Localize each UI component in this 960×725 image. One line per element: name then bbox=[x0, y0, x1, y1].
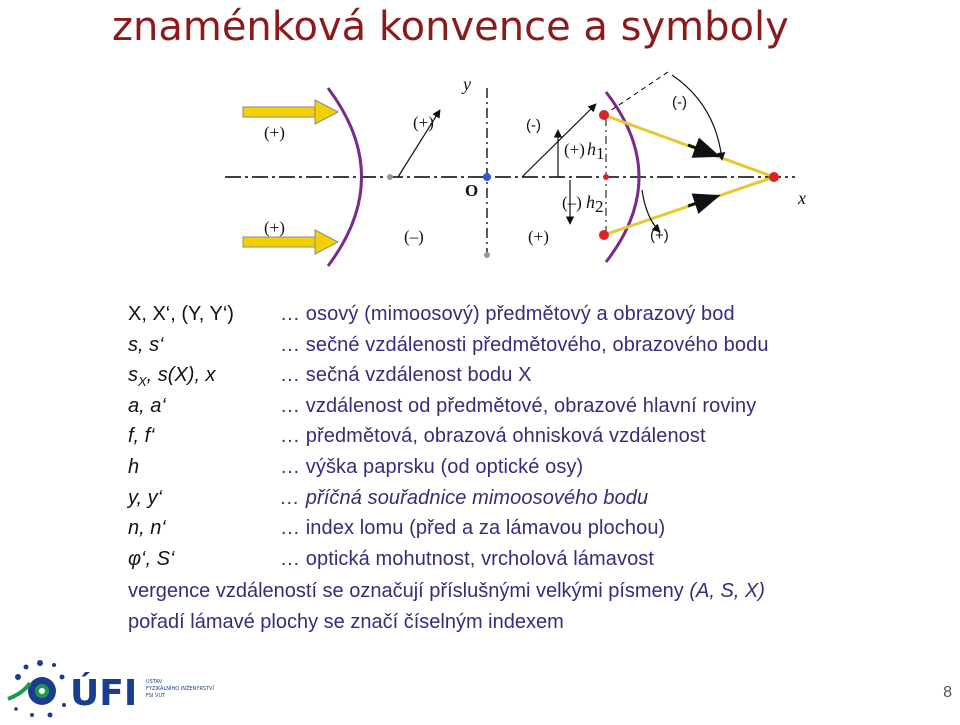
image-point bbox=[769, 172, 779, 182]
symbol-name: a, a‘ bbox=[128, 394, 166, 417]
sign-label-angle-lower: (+) bbox=[650, 227, 669, 244]
logo-name: ÚFI bbox=[70, 673, 138, 714]
h1-subscript: 1 bbox=[596, 144, 605, 163]
axis-dot-1 bbox=[387, 174, 393, 180]
ray-point-lower bbox=[599, 230, 609, 240]
sign-label-bottom-mid-right: (+) bbox=[528, 227, 549, 246]
y-axis-label: y bbox=[463, 74, 471, 94]
symbol-name bbox=[128, 364, 216, 389]
surface-center-dot bbox=[483, 173, 491, 181]
sign-label-radius-left: (+) bbox=[413, 113, 434, 132]
symbol-description: … sečné vzdálenosti předmětového, obrazového bodu bbox=[280, 333, 769, 356]
h2-symbol: h bbox=[586, 192, 595, 212]
sign-label-top-left: (+) bbox=[264, 123, 285, 142]
sign-label-angle-upper: (-) bbox=[672, 94, 687, 111]
sign-convention-diagram bbox=[0, 60, 960, 295]
symbol-description: … optická mohutnost, vrcholová lámavost bbox=[280, 547, 655, 570]
incoming-light-arrow-top bbox=[243, 100, 338, 124]
symbol-description: … výška paprsku (od optické osy) bbox=[280, 455, 584, 478]
logo-line-3: FSI VUT bbox=[146, 693, 166, 699]
ray-lower-direction-arrow bbox=[688, 196, 718, 206]
ray-point-upper bbox=[599, 110, 609, 120]
logo-line-2: FYZIKÁLNÍHO INŽENÝRSTVÍ bbox=[146, 686, 214, 692]
logo-line-1: ÚSTAV bbox=[146, 679, 163, 685]
logo-emblem-icon bbox=[8, 660, 66, 718]
symbol-name: s, s‘ bbox=[128, 333, 164, 356]
ray-extension bbox=[604, 72, 668, 115]
symbol-subscript: X bbox=[138, 374, 147, 390]
h2-subscript: 2 bbox=[595, 197, 604, 216]
note-surface-index: pořadí lámavé plochy se značí číselným indexem bbox=[128, 611, 564, 633]
ufi-logo bbox=[4, 655, 214, 723]
symbol-description: … vzdálenost od předmětové, obrazové hlavní roviny bbox=[280, 394, 757, 417]
note-vergence-symbols: (A, S, X) bbox=[689, 580, 765, 602]
page-number: 8 bbox=[943, 684, 952, 701]
symbol-description: … předmětová, obrazová ohnisková vzdálenost bbox=[280, 425, 706, 448]
sign-label-bottom-mid-left: (–) bbox=[404, 227, 424, 246]
ray-upper-direction-arrow bbox=[688, 145, 718, 156]
symbol-s: s bbox=[128, 364, 138, 387]
symbol-description: … osový (mimoosový) předmětový a obrazový bod bbox=[280, 303, 735, 325]
x-axis-label: x bbox=[798, 188, 806, 208]
symbol-name: φ‘, S‘ bbox=[128, 547, 175, 570]
page-title: znaménková konvence a symboly bbox=[112, 4, 789, 50]
axis-dot-2 bbox=[484, 252, 490, 258]
h1-symbol: h bbox=[587, 139, 596, 159]
angle-arc-lower bbox=[642, 190, 660, 232]
note-vergence-text: vergence vzdáleností se označují příslušnými velkými písmeny bbox=[128, 580, 690, 602]
symbol-name: X, X‘, (Y, Y‘) bbox=[128, 303, 234, 325]
sign-label-radius-right: (-) bbox=[526, 117, 541, 134]
symbol-name: h bbox=[128, 455, 140, 478]
incoming-light-arrow-bottom bbox=[243, 230, 338, 254]
symbol-description: … příčná souřadnice mimoosového bodu bbox=[280, 486, 649, 509]
origin-label: O bbox=[465, 181, 479, 200]
sign-label-bottom-left: (+) bbox=[264, 218, 285, 237]
symbol-description: … index lomu (před a za lámavou plochou) bbox=[280, 517, 666, 540]
symbol-name: y, y‘ bbox=[128, 486, 163, 509]
h2-sign: (–) bbox=[562, 193, 582, 212]
symbol-rest: , s(X), x bbox=[146, 364, 216, 387]
symbol-name: f, f‘ bbox=[128, 425, 155, 448]
symbol-name: n, n‘ bbox=[128, 517, 166, 540]
symbol-description: … sečná vzdálenost bodu X bbox=[280, 364, 532, 387]
note-vergence bbox=[128, 580, 765, 603]
h1-sign: (+) bbox=[564, 140, 585, 159]
vertex-point bbox=[603, 174, 609, 180]
